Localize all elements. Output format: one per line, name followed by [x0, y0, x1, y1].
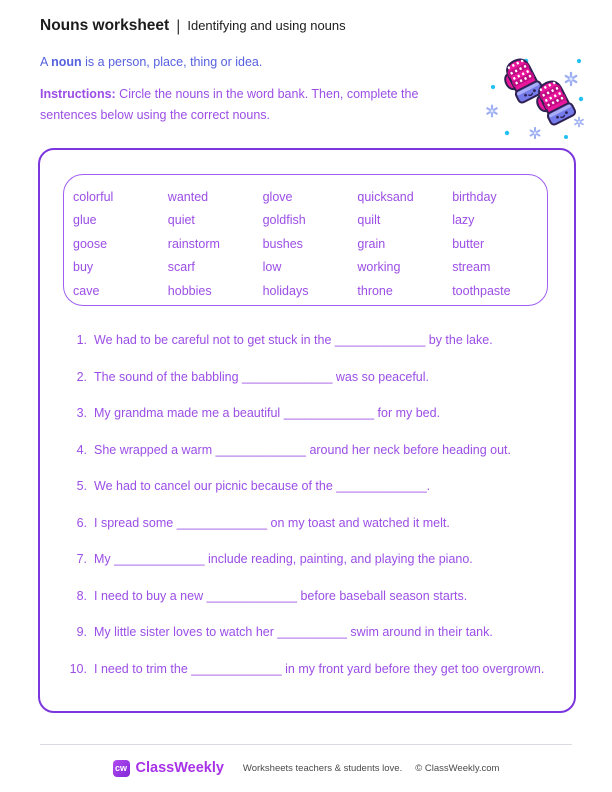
word-bank: [63, 174, 548, 306]
sentence-row: [55, 661, 574, 678]
header: [40, 17, 346, 35]
sentence-row: [55, 405, 574, 422]
word-bank-word: toothpaste: [452, 283, 511, 298]
sentence-number: 4.: [76, 442, 87, 457]
sentence-number: 3.: [76, 406, 87, 420]
word-bank-word: colorful: [73, 190, 114, 204]
definition-term: noun: [51, 55, 82, 69]
sentence-row: [55, 515, 574, 532]
sentence-number: 5.: [76, 479, 87, 493]
sentence-text: We had to cancel our picnic because of the _____________.: [94, 479, 431, 493]
word-bank-word: goose: [73, 236, 108, 251]
sentence-number: 9.: [76, 625, 87, 639]
word-bank-column: [263, 186, 358, 303]
fill-in-blank: _____________: [176, 515, 268, 530]
sentence-number: 7.: [76, 552, 87, 566]
fill-in-blank: _____________: [283, 406, 375, 420]
sentence-row: [55, 478, 574, 495]
sentence-number: 8.: [76, 588, 87, 603]
sentence-text: I spread some _____________ on my toast and watched it melt.: [94, 515, 450, 530]
word-bank-word: working: [357, 260, 401, 275]
word-bank-word: birthday: [452, 190, 497, 204]
word-bank-word: bushes: [262, 236, 303, 251]
footer: [0, 752, 612, 784]
sentence-row: [55, 551, 574, 568]
sentence-text: The sound of the babbling _____________ was so peaceful.: [94, 369, 429, 384]
title-separator: |: [176, 18, 181, 35]
sentence-text: My _____________ include reading, painting, and playing the piano.: [94, 552, 473, 566]
word-bank-word: holidays: [262, 283, 309, 298]
word-bank-word: wanted: [167, 190, 209, 204]
word-bank-word: glue: [73, 213, 97, 228]
classweekly-logo-icon: cw: [113, 760, 130, 777]
fill-in-blank: __________: [277, 625, 347, 639]
word-bank-word: scarf: [167, 260, 195, 275]
word-bank-column: [73, 186, 168, 303]
sentence-row: [55, 588, 574, 605]
word-bank-word: grain: [357, 236, 386, 251]
word-bank-column: [357, 186, 452, 303]
word-bank-word: buy: [73, 260, 94, 275]
sentence-row: [55, 369, 574, 386]
sentence-text: We had to be careful not to get stuck in the _____________ by the lake.: [94, 333, 493, 347]
word-bank-word: glove: [262, 190, 293, 204]
word-bank-word: quiet: [167, 213, 195, 228]
definition-rest: is a person, place, thing or idea.: [81, 55, 263, 69]
word-bank-word: hobbies: [167, 283, 212, 298]
fill-in-blank: _____________: [191, 661, 282, 676]
fill-in-blank: _____________: [114, 552, 205, 566]
word-bank-word: butter: [452, 236, 485, 251]
fill-in-blank: _____________: [215, 442, 306, 457]
sentence-text: I need to trim the _____________ in my front yard before they get too overgrown.: [94, 661, 545, 676]
sentence-number: 6.: [76, 515, 87, 530]
word-bank-column: [168, 186, 263, 303]
instructions: [40, 84, 476, 126]
word-bank-grid: [73, 186, 547, 303]
word-bank-word: cave: [73, 283, 100, 298]
sentence-number: 1.: [76, 333, 87, 347]
sentence-row: [55, 442, 574, 459]
sentence-list: [55, 332, 574, 678]
fill-in-blank: _____________: [334, 333, 426, 347]
noun-definition: [40, 55, 262, 69]
footer-copyright: © ClassWeekly.com: [415, 762, 500, 774]
word-bank-word: quilt: [357, 213, 381, 228]
sentence-row: [55, 332, 574, 349]
sentence-text: I need to buy a new _____________ before baseball season starts.: [94, 588, 468, 603]
word-bank-word: stream: [452, 260, 491, 275]
sentence-text: My grandma made me a beautiful _____________ for my bed.: [94, 406, 441, 420]
word-bank-word: quicksand: [357, 190, 414, 204]
sentence-text: My little sister loves to watch her __________ swim around in their tank.: [94, 625, 493, 639]
word-bank-word: goldfish: [262, 213, 306, 228]
fill-in-blank: _____________: [206, 588, 297, 603]
footer-tagline: Worksheets teachers & students love.: [242, 762, 403, 774]
brand-name: ClassWeekly: [135, 760, 224, 776]
page-subtitle: Identifying and using nouns: [187, 18, 346, 33]
sentence-number: 10.: [69, 661, 87, 676]
sentence-text: She wrapped a warm _____________ around her neck before heading out.: [94, 442, 511, 457]
instructions-label: Instructions:: [40, 87, 116, 101]
sentence-number: 2.: [76, 369, 87, 384]
word-bank-word: low: [262, 260, 282, 275]
sentence-row: [55, 624, 574, 641]
fill-in-blank: _____________: [336, 479, 427, 493]
instructions-text: Circle the nouns in the word bank. Then, complete the sentences below using the correct nouns.: [40, 87, 419, 122]
word-bank-word: rainstorm: [167, 236, 220, 251]
worksheet-body-box: [38, 148, 576, 713]
page-title: Nouns worksheet: [40, 17, 170, 34]
word-bank-word: throne: [357, 283, 393, 298]
word-bank-column: [452, 186, 547, 303]
fill-in-blank: _____________: [242, 369, 333, 384]
word-bank-word: lazy: [452, 213, 475, 228]
definition-prefix: A: [40, 55, 52, 69]
footer-divider: [40, 744, 572, 745]
mittens-snowflakes-icon: [480, 52, 586, 140]
